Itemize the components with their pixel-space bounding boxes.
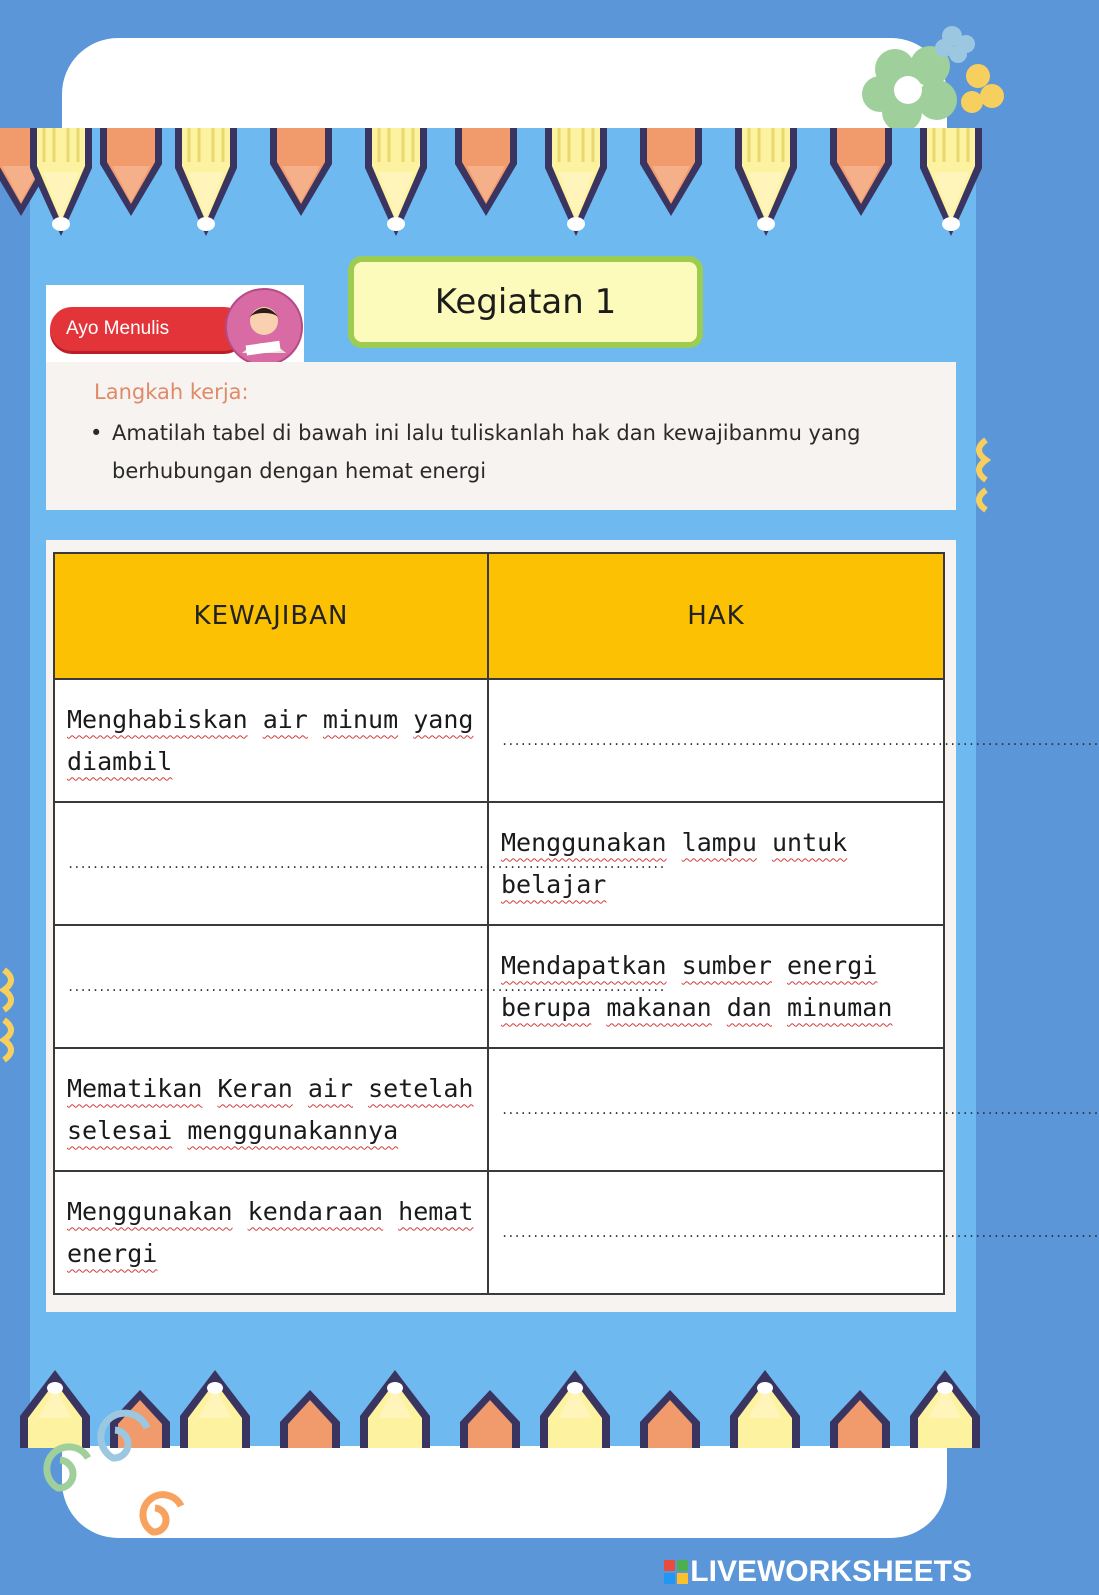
squiggle-decoration-icon (960, 430, 994, 540)
answer-line: ................................................................................................ (67, 856, 665, 871)
word: minum (322, 704, 399, 734)
word: hemat (398, 1196, 474, 1226)
handwritten-text (501, 945, 931, 1029)
word: selesai (67, 1115, 173, 1145)
liveworksheets-logo (664, 1555, 972, 1589)
handwritten-text (501, 822, 931, 906)
answer-blank-hak[interactable] (488, 679, 1099, 802)
table-row (54, 802, 944, 925)
instructions-text: • Amatilah tabel di bawah ini lalu tuliskanlah hak dan kewajibanmu yang berhubungan dengan hemat energi (94, 414, 942, 490)
word: yang (413, 704, 474, 734)
badge-label: Ayo Menulis (50, 307, 246, 351)
liveworksheets-logo-icon (664, 1560, 688, 1584)
swirl-decoration-icon (20, 1420, 190, 1550)
word: Keran (217, 1073, 293, 1103)
word: energi (787, 950, 878, 980)
rights-obligations-table (53, 552, 1099, 1295)
table-row (54, 679, 944, 802)
pencil-border-top (30, 128, 976, 256)
cell-kewajiban (54, 1048, 488, 1171)
handwritten-text (67, 699, 475, 783)
word: untuk (771, 827, 848, 857)
cell-kewajiban (54, 679, 488, 802)
header-hak: HAK (488, 553, 944, 679)
activity-title: Kegiatan 1 (348, 256, 703, 348)
handwritten-text (67, 1191, 475, 1275)
answer-line: ................................................................................................ (501, 1225, 1099, 1240)
word: lampu (681, 827, 757, 857)
word: diambil (67, 746, 173, 776)
flower-decoration-icon (840, 14, 1000, 134)
answer-blank-hak[interactable] (488, 1048, 1099, 1171)
answer-line: ................................................................................................ (67, 979, 665, 994)
cell-hak (488, 802, 944, 925)
table-row (54, 925, 944, 1048)
word: kendaraan (247, 1196, 384, 1226)
instructions-panel (46, 362, 956, 510)
word: Mendapatkan (501, 950, 667, 980)
answer-line: ................................................................................................ (501, 733, 1099, 748)
word: menggunakannya (187, 1115, 399, 1145)
handwritten-text (67, 1068, 475, 1152)
word: sumber (681, 950, 772, 980)
header-kewajiban: KEWAJIBAN (54, 553, 488, 679)
word: air (262, 704, 308, 734)
word: makanan (606, 992, 712, 1022)
brand-name: LIVEWORKSHEETS (690, 1555, 972, 1588)
word: Menggunakan (501, 827, 667, 857)
word: berupa (501, 992, 592, 1022)
table-row (54, 1048, 944, 1171)
cell-hak (488, 925, 944, 1048)
table-panel (46, 540, 1099, 1312)
word: Mematikan (67, 1073, 203, 1103)
word: air (307, 1073, 354, 1103)
table-header-row (54, 553, 944, 679)
word: Menghabiskan (67, 704, 248, 734)
squiggle-decoration-icon (0, 960, 34, 1070)
word: dan (726, 992, 772, 1022)
word: setelah (368, 1073, 474, 1103)
instructions-heading: Langkah kerja: (94, 380, 249, 404)
word: minuman (787, 992, 893, 1022)
word: Menggunakan (67, 1196, 233, 1226)
table-row (54, 1171, 944, 1294)
answer-blank-hak[interactable] (488, 1171, 1099, 1294)
cell-kewajiban (54, 1171, 488, 1294)
word: belajar (501, 869, 607, 899)
word: energi (67, 1238, 158, 1268)
girl-writing-icon (224, 287, 304, 367)
answer-line: ................................................................................................ (501, 1102, 1099, 1117)
